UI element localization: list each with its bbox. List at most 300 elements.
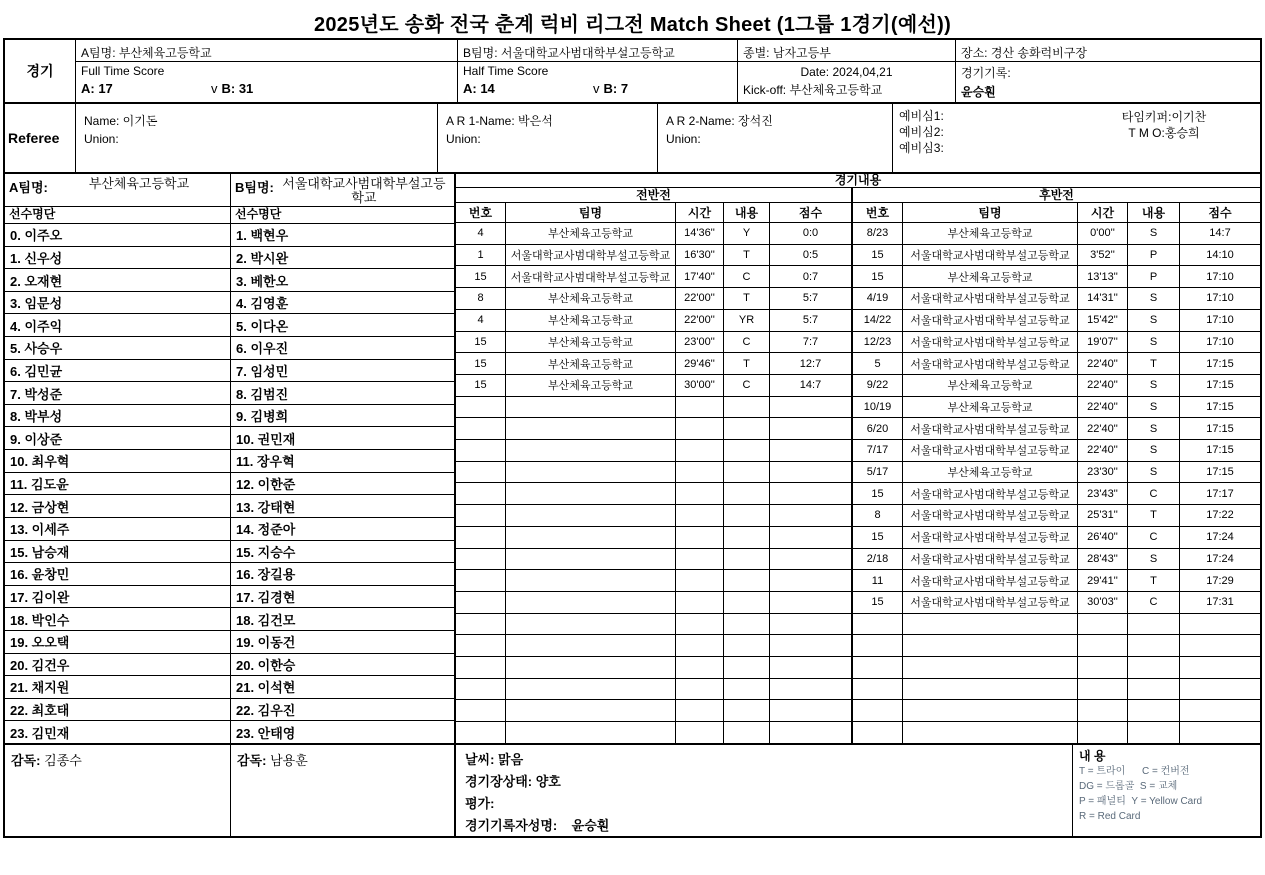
event-cell-type: T <box>724 353 770 374</box>
event-cell-type: YR <box>724 310 770 331</box>
match-info-section <box>3 38 1262 104</box>
event-cell-type <box>1128 700 1180 721</box>
event-row <box>456 288 851 310</box>
roster-player-row: 8. 김범진 <box>231 382 454 405</box>
roster-player-row: 7. 임성민 <box>231 360 454 383</box>
event-row <box>456 592 851 614</box>
category-line: 종별: 남자고등부 <box>738 40 955 62</box>
footer-section <box>3 743 1262 838</box>
event-cell-number <box>456 418 506 439</box>
event-row <box>456 418 851 440</box>
event-row <box>853 440 1260 462</box>
event-row <box>456 353 851 375</box>
event-cell-team: 부산체육고등학교 <box>903 266 1078 287</box>
column-header-team: 팀명 <box>903 203 1078 222</box>
event-cell-score: 17:17 <box>1206 487 1234 500</box>
reserve-referee-3: 예비심3: <box>899 141 944 155</box>
event-cell-type: T <box>1128 505 1180 526</box>
event-cell-team <box>506 635 676 656</box>
event-cell-team: 서울대학교사범대학부설고등학교 <box>506 245 676 266</box>
roster-player-row: 8. 박부성 <box>5 405 230 428</box>
event-cell-type: S <box>1128 418 1180 439</box>
event-cell-number <box>456 440 506 461</box>
event-cell-time: 28'43'' <box>1078 549 1128 570</box>
event-cell-team: 서울대학교사범대학부설고등학교 <box>903 505 1078 526</box>
event-cell-type <box>724 592 770 613</box>
roster-player-row: 11. 김도윤 <box>5 473 230 496</box>
event-cell-score <box>1180 635 1260 656</box>
roster-player-row: 2. 박시완 <box>231 247 454 270</box>
event-cell-time: 13'13'' <box>1078 266 1128 287</box>
event-cell-type: S <box>1128 310 1180 331</box>
kickoff-line: Kick-off: 부산체육고등학교 <box>743 83 883 97</box>
event-cell-time: 15'42'' <box>1078 310 1128 331</box>
half-time-score-title: Half Time Score <box>463 64 549 78</box>
event-row <box>853 266 1260 288</box>
event-cell-team: 부산체육고등학교 <box>903 397 1078 418</box>
event-cell-type <box>724 549 770 570</box>
event-cell-number: 8/23 <box>853 223 903 244</box>
column-header-time: 시간 <box>676 203 724 222</box>
event-cell-team: 부산체육고등학교 <box>903 223 1078 244</box>
event-cell-number: 15 <box>853 527 903 548</box>
event-cell-time: 22'00'' <box>676 310 724 331</box>
date-line: Date: 2024,04,21 <box>800 65 893 79</box>
half-time-score-b: B: 7 <box>603 81 629 96</box>
half-time-score-cell <box>458 62 737 102</box>
event-cell-score: 17:15 <box>1206 444 1234 457</box>
event-cell-time <box>676 418 724 439</box>
event-cell-team: 서울대학교사범대학부설고등학교 <box>903 440 1078 461</box>
event-cell-type <box>724 657 770 678</box>
event-cell-score: 14:7 <box>799 379 822 392</box>
column-header-type: 내용 <box>724 203 770 222</box>
event-cell-type: P <box>1128 245 1180 266</box>
roster-a-body <box>5 224 230 743</box>
team-b-name: 서울대학교사범대학부설고등학교 <box>500 46 675 60</box>
event-cell-score: 0:7 <box>802 270 819 283</box>
event-cell-number <box>456 592 506 613</box>
full-time-score-cell <box>76 62 457 102</box>
event-row <box>853 679 1260 701</box>
column-header-number: 번호 <box>456 203 506 222</box>
event-row <box>853 700 1260 722</box>
legend-line-penalty-yellow: P = 패널티 Y = Yellow Card <box>1079 796 1203 807</box>
event-row <box>456 245 851 267</box>
event-cell-number: 11 <box>853 570 903 591</box>
event-cell-number: 1 <box>456 245 506 266</box>
event-cell-number <box>853 635 903 656</box>
event-cell-time: 22'00'' <box>676 288 724 309</box>
event-cell-score: 17:10 <box>1206 335 1234 348</box>
full-time-score-title: Full Time Score <box>81 64 165 78</box>
roster-player-row: 3. 임문성 <box>5 292 230 315</box>
event-cell-score <box>770 657 851 678</box>
event-row <box>456 614 851 636</box>
roster-b-body <box>231 224 454 743</box>
event-cell-time: 22'40'' <box>1078 375 1128 396</box>
event-cell-number: 4 <box>456 310 506 331</box>
event-cell-team: 서울대학교사범대학부설고등학교 <box>903 288 1078 309</box>
event-cell-type <box>1128 679 1180 700</box>
event-cell-type: T <box>724 245 770 266</box>
event-cell-type: C <box>724 375 770 396</box>
event-cell-time: 23'43'' <box>1078 483 1128 504</box>
event-cell-time: 25'31'' <box>1078 505 1128 526</box>
event-cell-team <box>506 722 676 743</box>
event-cell-score <box>770 397 851 418</box>
event-cell-score: 17:10 <box>1206 314 1234 327</box>
roster-player-row: 13. 강태현 <box>231 495 454 518</box>
venue-line: 장소: 경산 송화럭비구장 <box>956 40 1260 62</box>
event-cell-score <box>1180 700 1260 721</box>
event-row <box>853 397 1260 419</box>
event-cell-number: 5 <box>853 353 903 374</box>
event-cell-score: 17:15 <box>1206 466 1234 479</box>
event-cell-team: 서울대학교사범대학부설고등학교 <box>903 310 1078 331</box>
event-cell-number: 9/22 <box>853 375 903 396</box>
event-row <box>456 505 851 527</box>
event-cell-number: 2/18 <box>853 549 903 570</box>
referee-section-label: Referee <box>5 104 76 172</box>
event-cell-number: 4 <box>456 223 506 244</box>
event-cell-time: 19'07'' <box>1078 332 1128 353</box>
event-cell-type: C <box>724 332 770 353</box>
roster-a-team-name: 부산체육고등학교 <box>88 176 190 191</box>
event-cell-team <box>506 527 676 548</box>
event-row <box>456 483 851 505</box>
event-cell-team <box>903 700 1078 721</box>
coach-b-label: 감독: <box>237 753 267 768</box>
event-cell-score <box>770 549 851 570</box>
event-cell-team: 부산체육고등학교 <box>506 223 676 244</box>
event-cell-type: S <box>1128 462 1180 483</box>
column-header-score: 점수 <box>1208 206 1232 220</box>
event-cell-score <box>770 527 851 548</box>
event-cell-score <box>1180 657 1260 678</box>
event-cell-score: 17:22 <box>1206 509 1234 522</box>
event-cell-number <box>456 462 506 483</box>
roster-player-row: 12. 금상현 <box>5 495 230 518</box>
events-section-title: 경기내용 <box>456 174 1260 188</box>
page-title: 2025년도 송화 전국 춘계 럭비 리그전 Match Sheet (1그룹 1경기(예선)) <box>313 14 952 36</box>
event-cell-team: 서울대학교사범대학부설고등학교 <box>903 353 1078 374</box>
event-cell-number: 12/23 <box>853 332 903 353</box>
roster-a-label: A팀명: <box>9 180 48 195</box>
team-b-info-cell <box>458 40 738 102</box>
referee-section <box>3 102 1262 174</box>
event-cell-number: 10/19 <box>853 397 903 418</box>
second-half-table <box>853 203 1260 743</box>
recorder-cell <box>956 62 1260 102</box>
event-cell-time <box>1078 679 1128 700</box>
category-date-cell <box>738 40 956 102</box>
event-cell-type: T <box>724 288 770 309</box>
event-cell-team: 부산체육고등학교 <box>506 353 676 374</box>
event-cell-score <box>1180 679 1260 700</box>
event-cell-number <box>456 549 506 570</box>
team-b-name-line <box>458 40 737 62</box>
event-cell-number <box>853 700 903 721</box>
event-cell-team <box>506 440 676 461</box>
coach-a-name: 김종수 <box>44 753 82 768</box>
event-cell-type <box>724 462 770 483</box>
event-cell-score: 14:10 <box>1206 249 1234 262</box>
roster-player-row: 14. 정준아 <box>231 518 454 541</box>
event-row <box>456 549 851 571</box>
event-row <box>853 375 1260 397</box>
event-cell-number: 14/22 <box>853 310 903 331</box>
second-half-title: 후반전 <box>1039 188 1074 202</box>
roster-player-row: 15. 지승수 <box>231 541 454 564</box>
event-cell-time: 26'40'' <box>1078 527 1128 548</box>
event-cell-number: 15 <box>853 483 903 504</box>
second-half-body <box>853 223 1260 743</box>
event-row <box>456 397 851 419</box>
referee-name-cell <box>76 104 438 172</box>
recorder-signature-line: 경기기록자성명: 윤승훤 <box>465 818 610 833</box>
timekeeper-tmo <box>1074 108 1254 172</box>
event-cell-time <box>676 614 724 635</box>
reserve-referee-2: 예비심2: <box>899 125 944 139</box>
ar1-cell <box>438 104 658 172</box>
roster-player-row: 9. 이상준 <box>5 427 230 450</box>
event-cell-score: 17:15 <box>1206 400 1234 413</box>
event-cell-type <box>724 418 770 439</box>
event-row <box>853 245 1260 267</box>
event-cell-type: S <box>1128 440 1180 461</box>
event-cell-team <box>903 657 1078 678</box>
roster-player-row: 21. 채지원 <box>5 676 230 699</box>
event-cell-team <box>506 505 676 526</box>
team-b-label: B팀명: <box>463 46 498 60</box>
event-cell-number <box>456 505 506 526</box>
event-cell-team: 부산체육고등학교 <box>506 310 676 331</box>
roster-player-row: 19. 오오택 <box>5 631 230 654</box>
event-cell-team <box>506 679 676 700</box>
event-cell-type <box>724 700 770 721</box>
event-cell-score <box>770 679 851 700</box>
half-time-score-a: A: 14 <box>463 81 495 96</box>
event-cell-team <box>903 679 1078 700</box>
pitch-condition-line: 경기장상태: 양호 <box>465 774 561 789</box>
roster-player-row: 19. 이동건 <box>231 631 454 654</box>
event-cell-score <box>770 614 851 635</box>
event-row <box>853 462 1260 484</box>
event-cell-type <box>724 635 770 656</box>
column-header-time: 시간 <box>1078 203 1128 222</box>
event-cell-type: S <box>1128 223 1180 244</box>
legend-line-red: R = Red Card <box>1079 811 1141 822</box>
ar2-cell <box>658 104 893 172</box>
coach-a-cell <box>5 745 231 836</box>
ar2-union: Union: <box>666 132 701 146</box>
event-cell-team <box>903 614 1078 635</box>
event-cell-type <box>1128 614 1180 635</box>
full-time-score-vs: v <box>211 81 218 96</box>
event-cell-type <box>724 614 770 635</box>
event-cell-time <box>1078 700 1128 721</box>
event-row <box>853 505 1260 527</box>
event-cell-team <box>903 635 1078 656</box>
first-half-body <box>456 223 851 743</box>
event-cell-type <box>1128 657 1180 678</box>
event-cell-team <box>506 657 676 678</box>
event-cell-number <box>853 614 903 635</box>
event-cell-time <box>676 440 724 461</box>
event-cell-number: 5/17 <box>853 462 903 483</box>
event-row <box>456 722 851 743</box>
reserve-referee-1: 예비심1: <box>899 109 944 123</box>
team-a-info-cell <box>76 40 458 102</box>
event-cell-type <box>724 527 770 548</box>
event-cell-team <box>506 397 676 418</box>
event-cell-number: 15 <box>456 375 506 396</box>
reserve-officials-cell <box>893 104 1260 172</box>
event-row <box>853 418 1260 440</box>
event-cell-number <box>456 722 506 743</box>
event-cell-time: 22'40'' <box>1078 418 1128 439</box>
event-cell-team <box>506 700 676 721</box>
main-section <box>3 172 1262 745</box>
event-cell-type <box>724 397 770 418</box>
event-cell-number: 15 <box>456 353 506 374</box>
event-cell-time: 16'30'' <box>676 245 724 266</box>
second-half-column-headers <box>853 203 1260 223</box>
event-cell-number <box>853 657 903 678</box>
roster-b-team-name: 서울대학교사범대학부설고등학교 <box>282 176 446 205</box>
event-cell-team: 부산체육고등학교 <box>506 288 676 309</box>
event-row <box>456 657 851 679</box>
event-cell-team: 서울대학교사범대학부설고등학교 <box>903 549 1078 570</box>
event-cell-time: 0'00'' <box>1078 223 1128 244</box>
recorder-name: 윤승훤 <box>961 85 996 99</box>
match-section-label: 경기 <box>5 40 76 102</box>
event-cell-time <box>676 483 724 504</box>
event-cell-time: 17'40'' <box>676 266 724 287</box>
event-cell-type: C <box>724 266 770 287</box>
event-cell-team: 서울대학교사범대학부설고등학교 <box>903 527 1078 548</box>
event-row <box>456 527 851 549</box>
event-cell-type: S <box>1128 375 1180 396</box>
event-cell-number: 15 <box>456 266 506 287</box>
first-half-table <box>456 203 853 743</box>
roster-player-row: 17. 김경현 <box>231 586 454 609</box>
roster-player-row: 7. 박성준 <box>5 382 230 405</box>
roster-player-row: 20. 김건우 <box>5 654 230 677</box>
event-cell-team: 서울대학교사범대학부설고등학교 <box>506 266 676 287</box>
event-cell-team: 서울대학교사범대학부설고등학교 <box>903 332 1078 353</box>
referee-name: Name: 이기돈 <box>84 114 158 128</box>
roster-player-row: 9. 김병희 <box>231 405 454 428</box>
event-row <box>456 223 851 245</box>
event-cell-type <box>724 440 770 461</box>
reserve-referees <box>899 108 1074 172</box>
event-row <box>853 570 1260 592</box>
roster-player-row: 1. 백현우 <box>231 224 454 247</box>
event-cell-team: 부산체육고등학교 <box>506 332 676 353</box>
event-cell-type: S <box>1128 549 1180 570</box>
roster-player-row: 6. 김민균 <box>5 360 230 383</box>
event-cell-time <box>676 635 724 656</box>
event-cell-number: 15 <box>853 266 903 287</box>
match-sheet <box>3 0 1262 838</box>
event-cell-score <box>770 483 851 504</box>
event-cell-type: C <box>1128 592 1180 613</box>
roster-player-row: 5. 사승우 <box>5 337 230 360</box>
event-cell-time: 29'41'' <box>1078 570 1128 591</box>
event-row <box>456 310 851 332</box>
event-cell-team: 부산체육고등학교 <box>903 375 1078 396</box>
recorder-label: 경기기록: <box>961 66 1011 80</box>
ar1-union: Union: <box>446 132 481 146</box>
event-cell-number: 4/19 <box>853 288 903 309</box>
event-cell-time: 22'40'' <box>1078 397 1128 418</box>
event-row <box>853 549 1260 571</box>
event-cell-time: 29'46'' <box>676 353 724 374</box>
roster-player-row: 20. 이한승 <box>231 654 454 677</box>
event-cell-score: 0:5 <box>802 249 819 262</box>
event-row <box>853 527 1260 549</box>
evaluation-line: 평가: <box>465 796 495 811</box>
weather-line: 날씨: 맑음 <box>465 752 524 767</box>
event-cell-score: 5:7 <box>802 314 819 327</box>
event-cell-type: T <box>1128 353 1180 374</box>
event-cell-type <box>1128 722 1180 743</box>
event-cell-time <box>1078 657 1128 678</box>
conditions-cell <box>456 745 1073 836</box>
event-cell-team <box>506 570 676 591</box>
legend-line-try-conversion: T = 트라이 C = 컨버전 <box>1079 766 1190 777</box>
full-time-score-b: B: 31 <box>221 81 254 96</box>
event-cell-score: 17:24 <box>1206 531 1234 544</box>
event-cell-score <box>770 635 851 656</box>
event-cell-team: 부산체육고등학교 <box>903 462 1078 483</box>
event-cell-score <box>770 592 851 613</box>
event-cell-type <box>724 570 770 591</box>
event-cell-time <box>1078 614 1128 635</box>
event-cell-type: C <box>1128 483 1180 504</box>
timekeeper: 타임키퍼:이기찬 <box>1121 110 1207 124</box>
event-cell-time <box>676 592 724 613</box>
roster-player-row: 11. 장우혁 <box>231 450 454 473</box>
event-row <box>456 635 851 657</box>
half-time-score-vs: v <box>593 81 600 96</box>
roster-player-row: 4. 이주익 <box>5 314 230 337</box>
event-cell-number <box>456 679 506 700</box>
column-header-score: 점수 <box>798 206 823 220</box>
event-cell-score: 17:24 <box>1206 552 1234 565</box>
event-cell-score <box>770 462 851 483</box>
event-cell-number: 8 <box>456 288 506 309</box>
roster-player-row: 22. 김우진 <box>231 699 454 722</box>
event-cell-score: 17:15 <box>1206 379 1234 392</box>
event-row <box>456 679 851 701</box>
roster-player-row: 17. 김이완 <box>5 586 230 609</box>
event-cell-type <box>724 483 770 504</box>
event-cell-time: 30'00'' <box>676 375 724 396</box>
event-row <box>853 722 1260 743</box>
roster-player-row: 3. 베한오 <box>231 269 454 292</box>
event-cell-score: 17:10 <box>1206 270 1234 283</box>
event-cell-number: 8 <box>853 505 903 526</box>
event-cell-score: 0:0 <box>802 227 819 240</box>
event-cell-number: 15 <box>456 332 506 353</box>
event-cell-number <box>853 679 903 700</box>
event-cell-time <box>676 462 724 483</box>
event-row <box>853 614 1260 636</box>
event-cell-number <box>456 614 506 635</box>
